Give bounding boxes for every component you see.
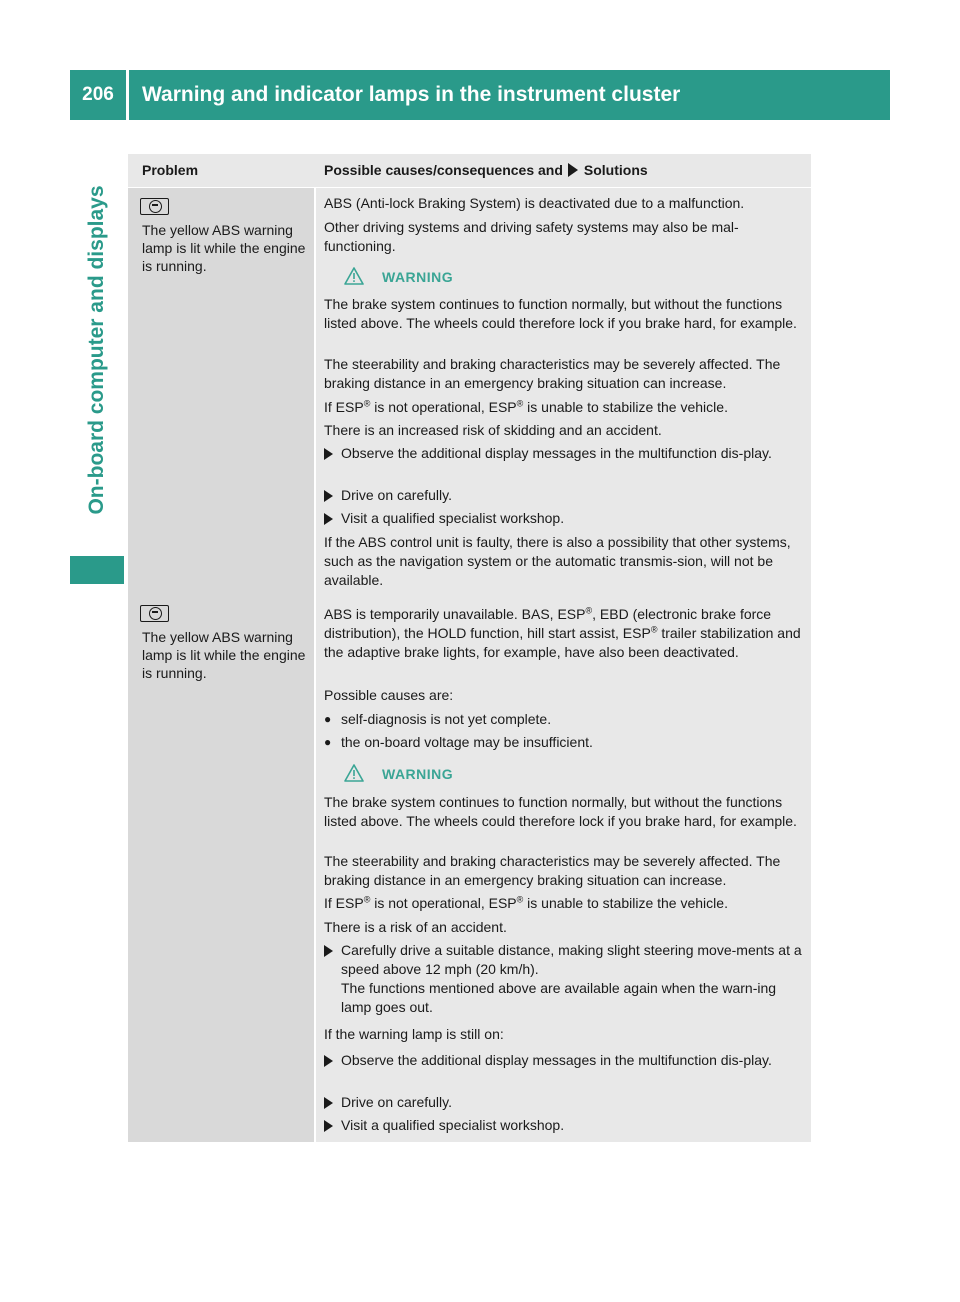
table-row-2-solutions: ABS is temporarily unavailable. BAS, ESP®, EBD (electronic brake force distribution), the HOLD function, hill start assist, ESP® trailer stabilization and the adaptive brake lights, for example, have also been deactivated. Possible causes are: ● self-diagnosis is not yet complete. ● the on-board voltage may be insufficient. WARNING The brake system continues to function normally, but without the functions listed above. The wheels could therefore lock if you brake hard, for example. The steerability and braking characteristics may be severely affected. The braking distance in an emergency braking situation can increase. If ESP® is not operational, ESP® is unable to stabilize the vehicle. There is a risk of an accident. Carefully drive a suitable distance, making slight steering move-ments at a speed above 12 mph (20 km/h). The functions mentioned above are available again when the warn-ing lamp goes out. If the warning lamp is still on: Observe the additional display messages in the multifunction dis-play. Drive on carefully. Visit a qualified specialist workshop. bbox=[316, 595, 811, 1142]
abs-warning-lamp-icon bbox=[140, 198, 169, 215]
causes-intro-text: Possible causes are: bbox=[324, 687, 454, 703]
action-arrow-icon bbox=[324, 513, 333, 525]
warning-text: The steerability and braking characteristics may be severely affected. The braking distance in an emergency braking situation can increase. bbox=[324, 356, 781, 391]
side-tab-label: On-board computer and displays bbox=[85, 185, 108, 515]
warning-label: WARNING bbox=[382, 269, 454, 285]
table-header bbox=[128, 154, 811, 187]
abs-warning-lamp-icon bbox=[140, 605, 169, 622]
action-arrow-icon bbox=[324, 1055, 333, 1067]
table-row-2-problem bbox=[128, 595, 314, 1142]
warning-triangle-icon bbox=[344, 764, 364, 782]
followup-text: If the warning lamp is still on: bbox=[324, 1026, 504, 1042]
warning-text: The brake system continues to function normally, but without the functions listed above. The wheels could therefore lock if you brake hard, for example. bbox=[324, 296, 797, 331]
table-row-1-solutions: ABS (Anti-lock Braking System) is deactivated due to a malfunction. Other driving systems and driving safety systems may also be mal-functioning. WARNING The brake system continues to function normally, but without the functions listed above. The wheels could therefore lock if you brake hard, for example. The steerability and braking characteristics may be severely affected. The braking distance in an emergency braking situation can increase. If ESP® is not operational, ESP® is unable to stabilize the vehicle. There is an increased risk of skidding and an accident. Observe the additional display messages in the multifunction dis-play. Drive on carefully. Visit a qualified specialist workshop. If the ABS control unit is faulty, there is also a possibility that other systems, such as the navigation system or the automatic transmis-sion, will not be available. bbox=[316, 188, 811, 595]
warning-label: WARNING bbox=[382, 766, 454, 782]
action-arrow-icon bbox=[324, 945, 333, 957]
side-tab-marker bbox=[70, 556, 124, 584]
warning-text: The steerability and braking characteristics may be severely affected. The braking distance in an emergency braking situation can increase. bbox=[324, 853, 781, 888]
action-arrow-icon bbox=[324, 1120, 333, 1132]
column-header-solutions-label: Solutions bbox=[583, 162, 648, 178]
bullet-icon: ● bbox=[324, 712, 332, 726]
column-header-causes: Possible causes/consequences and bbox=[324, 162, 563, 178]
warning-text: There is a risk of an accident. bbox=[324, 919, 507, 935]
warning-lamps-table bbox=[128, 154, 811, 1142]
warning-triangle-icon bbox=[344, 267, 364, 285]
action-arrow-icon bbox=[324, 448, 333, 460]
action-arrow-icon bbox=[324, 490, 333, 502]
action-arrow-icon bbox=[568, 163, 578, 177]
page-number: 206 bbox=[82, 84, 114, 105]
warning-text: If ESP® is not operational, ESP® is unable to stabilize the vehicle. bbox=[324, 894, 728, 911]
problem-text: The yellow ABS warning lamp is lit while the engine is running. bbox=[142, 629, 306, 681]
table-row-1-problem bbox=[128, 188, 314, 595]
cause-text: ABS (Anti-lock Braking System) is deactivated due to a malfunction. bbox=[324, 195, 745, 211]
warning-text: There is an increased risk of skidding and an accident. bbox=[324, 422, 662, 438]
problem-text: The yellow ABS warning lamp is lit while the engine is running. bbox=[142, 222, 306, 274]
side-tab bbox=[67, 144, 127, 556]
cause-text: ABS is temporarily unavailable. BAS, ESP®, EBD (electronic brake force distribution), the HOLD function, hill start assist, ESP® trailer stabilization and the adaptive brake lights, for example, have also been deactivated. bbox=[324, 605, 801, 660]
header-divider bbox=[126, 70, 129, 120]
bullet-icon: ● bbox=[324, 735, 332, 749]
warning-text: If ESP® is not operational, ESP® is unable to stabilize the vehicle. bbox=[324, 398, 728, 415]
page-title: Warning and indicator lamps in the instrument cluster bbox=[142, 83, 681, 106]
consequence-text: Other driving systems and driving safety systems may also be mal-functioning. bbox=[324, 219, 739, 254]
action-arrow-icon bbox=[324, 1097, 333, 1109]
column-header-problem: Problem bbox=[142, 162, 199, 178]
column-header-solutions bbox=[324, 154, 648, 187]
additional-info-text: If the ABS control unit is faulty, there is also a possibility that other systems, such as the navigation system or the automatic transmis-sion, will not be available. bbox=[324, 534, 791, 588]
warning-text: The brake system continues to function normally, but without the functions listed above. The wheels could therefore lock if you brake hard, for example. bbox=[324, 794, 797, 829]
